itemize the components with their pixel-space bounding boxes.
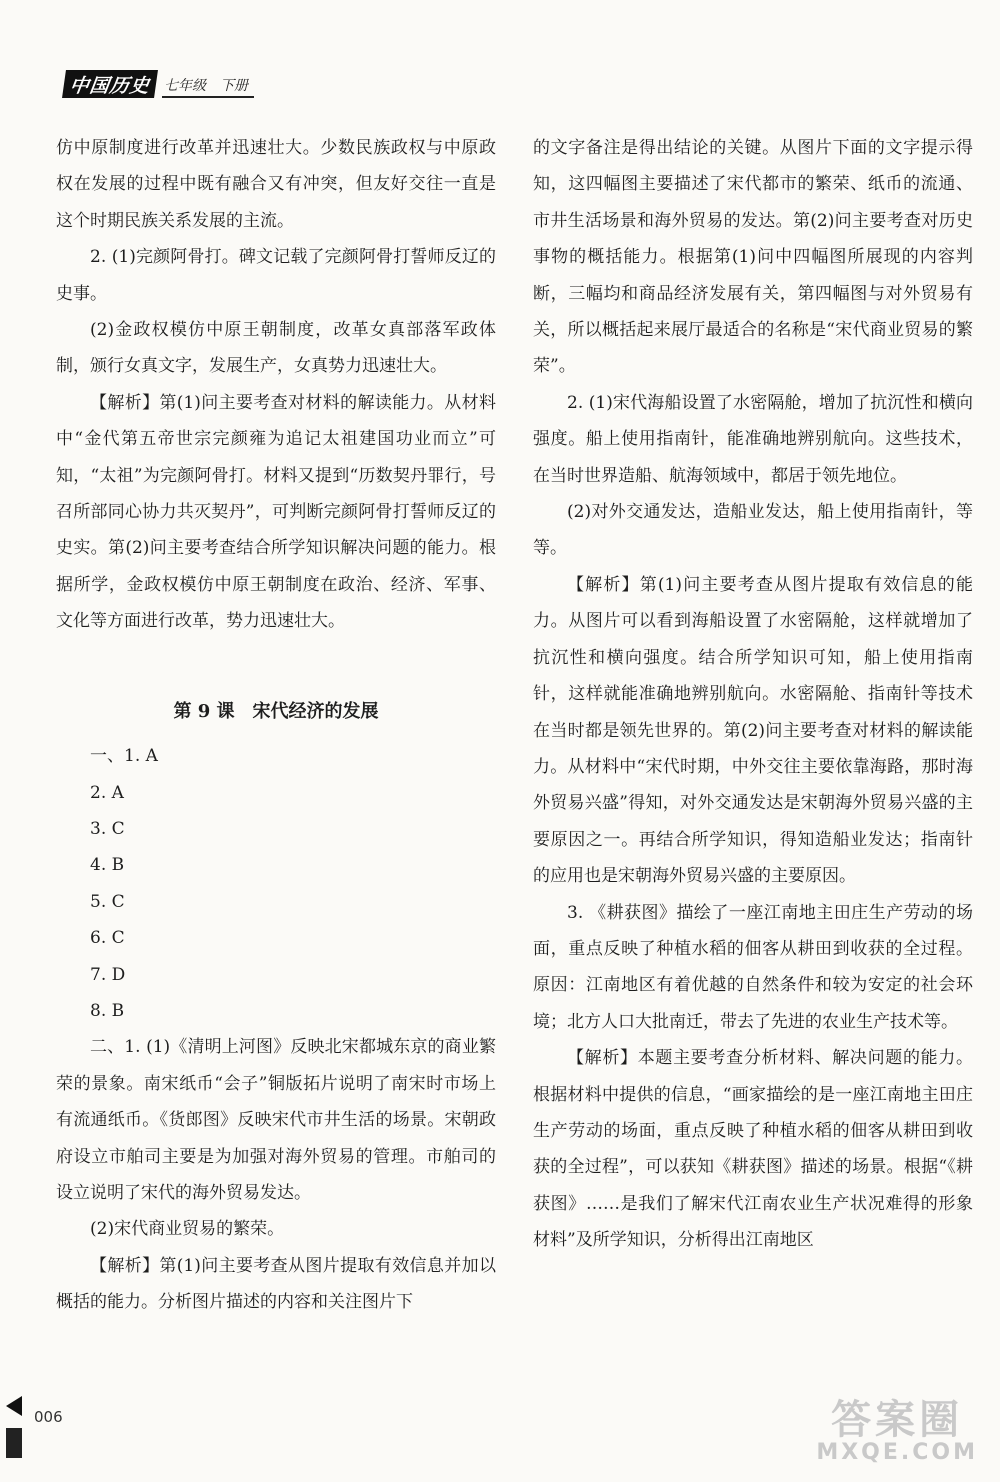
analysis-paragraph: 【解析】第(1)问主要考查从图片提取有效信息的能力。从图片可以看到海船设置了水密隔舱，这样就增加了抗沉性和横向强度。结合所学知识可知，船上使用指南针，这样就能准确地辨别航向。水密隔舱、指南针等技术在当时都是领先世界的。第(2)问主要考查对材料的解读能力。从材料中“宋代时期，中外交往主要依靠海路，那时海外贸易兴盛”得知，对外交通发达是宋朝海外贸易兴盛的主要原因之一。再结合所学知识，得知造船业发达；指南针的应用也是宋朝海外贸易兴盛的主要原因。 bbox=[533, 574, 973, 887]
book-series-title: 中国历史 bbox=[62, 70, 158, 98]
answer-item: 2. A bbox=[90, 782, 124, 803]
paragraph: (2)对外交通发达，造船业发达，船上使用指南针，等等。 bbox=[533, 502, 973, 559]
answer-item: 3. C bbox=[90, 818, 125, 839]
paragraph: 仿中原制度进行改革并迅速壮大。少数民族政权与中原政权在发展的过程中既有融合又有冲突，但友好交往一直是这个时期民族关系发展的主流。 bbox=[56, 138, 496, 231]
analysis-paragraph: 【解析】本题主要考查分析材料、解决问题的能力。根据材料中提供的信息，“画家描绘的是一座江南地主田庄生产劳动的场面，重点反映了种植水稻的佃客从耕田到收获的全过程”，可以获知《耕获图》描述的场景。根据“《耕获图》……是我们了解宋代江南农业生产状况难得的形象材料”及所学知识，分析得出江南地区 bbox=[533, 1048, 973, 1251]
page-edge-marker-icon bbox=[6, 1392, 24, 1462]
paragraph: (2)宋代商业贸易的繁荣。 bbox=[90, 1219, 285, 1240]
answer-item: 一、1. A bbox=[90, 746, 158, 767]
paragraph: 的文字备注是得出结论的关键。从图片下面的文字提示得知，这四幅图主要描述了宋代都市的繁荣、纸币的流通、市井生活场景和海外贸易的发达。第(2)问主要考查对历史事物的概括能力。根据第(1)问中四幅图所展现的内容判断，三幅均和商品经济发展有关，第四幅图与对外贸易有关，所以概括起来展厅最适合的名称是“宋代商业贸易的繁荣”。 bbox=[533, 138, 973, 377]
running-header bbox=[64, 70, 254, 98]
answer-item: 8. B bbox=[90, 1000, 125, 1021]
analysis-paragraph: 【解析】第(1)问主要考查对材料的解读能力。从材料中“金代第五帝世宗完颜雍为追记太祖建国功业而立”可知，“太祖”为完颜阿骨打。材料又提到“历数契丹罪行，号召所部同心协力共灭契丹”，可判断完颜阿骨打誓师反辽的史实。第(2)问主要考查结合所学知识解决问题的能力。根据所学，金政权模仿中原王朝制度在政治、经济、军事、文化等方面进行改革，势力迅速壮大。 bbox=[56, 392, 496, 632]
paragraph: (2)金政权模仿中原王朝制度，改革女真部落军政体制，颁行女真文字，发展生产，女真势力迅速壮大。 bbox=[56, 320, 496, 377]
watermark-text: 答案圈 bbox=[831, 1397, 964, 1443]
book-grade-label: 七年级 下册 bbox=[162, 75, 254, 98]
answer-item: 5. C bbox=[90, 891, 125, 912]
watermark-logo bbox=[816, 1397, 978, 1465]
lesson-title: 第 9 课 宋代经济的发展 bbox=[173, 700, 379, 722]
answer-item: 7. D bbox=[90, 964, 126, 985]
left-column bbox=[56, 130, 496, 1321]
analysis-paragraph: 【解析】第(1)问主要考查从图片提取有效信息并加以概括的能力。分析图片描述的内容和关注图片下 bbox=[56, 1255, 496, 1313]
answer-item: 4. B bbox=[90, 855, 125, 876]
watermark-url: MXQE.COM bbox=[816, 1440, 978, 1465]
page-number: 006 bbox=[34, 1408, 63, 1426]
paragraph: 3. 《耕获图》描绘了一座江南地主田庄生产劳动的场面，重点反映了种植水稻的佃客从耕田到收获的全过程。原因：江南地区有着优越的自然条件和较为安定的社会环境；北方人口大批南迁，带去了先进的农业生产技术等。 bbox=[533, 902, 973, 1032]
answer-item: 6. C bbox=[90, 928, 125, 949]
paragraph: 2. (1)完颜阿骨打。碑文记载了完颜阿骨打誓师反辽的史事。 bbox=[56, 247, 496, 304]
right-column bbox=[533, 130, 973, 1259]
paragraph: 二、1. (1)《清明上河图》反映北宋都城东京的商业繁荣的景象。南宋纸币“会子”铜版拓片说明了南宋时市场上有流通纸币。《货郎图》反映宋代市井生活的场景。宋朝政府设立市舶司主要是为加强对海外贸易的管理。市舶司的设立说明了宋代的海外贸易发达。 bbox=[56, 1037, 496, 1203]
paragraph: 2. (1)宋代海船设置了水密隔舱，增加了抗沉性和横向强度。船上使用指南针，能准确地辨别航向。这些技术，在当时世界造船、航海领域中，都居于领先地位。 bbox=[533, 392, 973, 486]
